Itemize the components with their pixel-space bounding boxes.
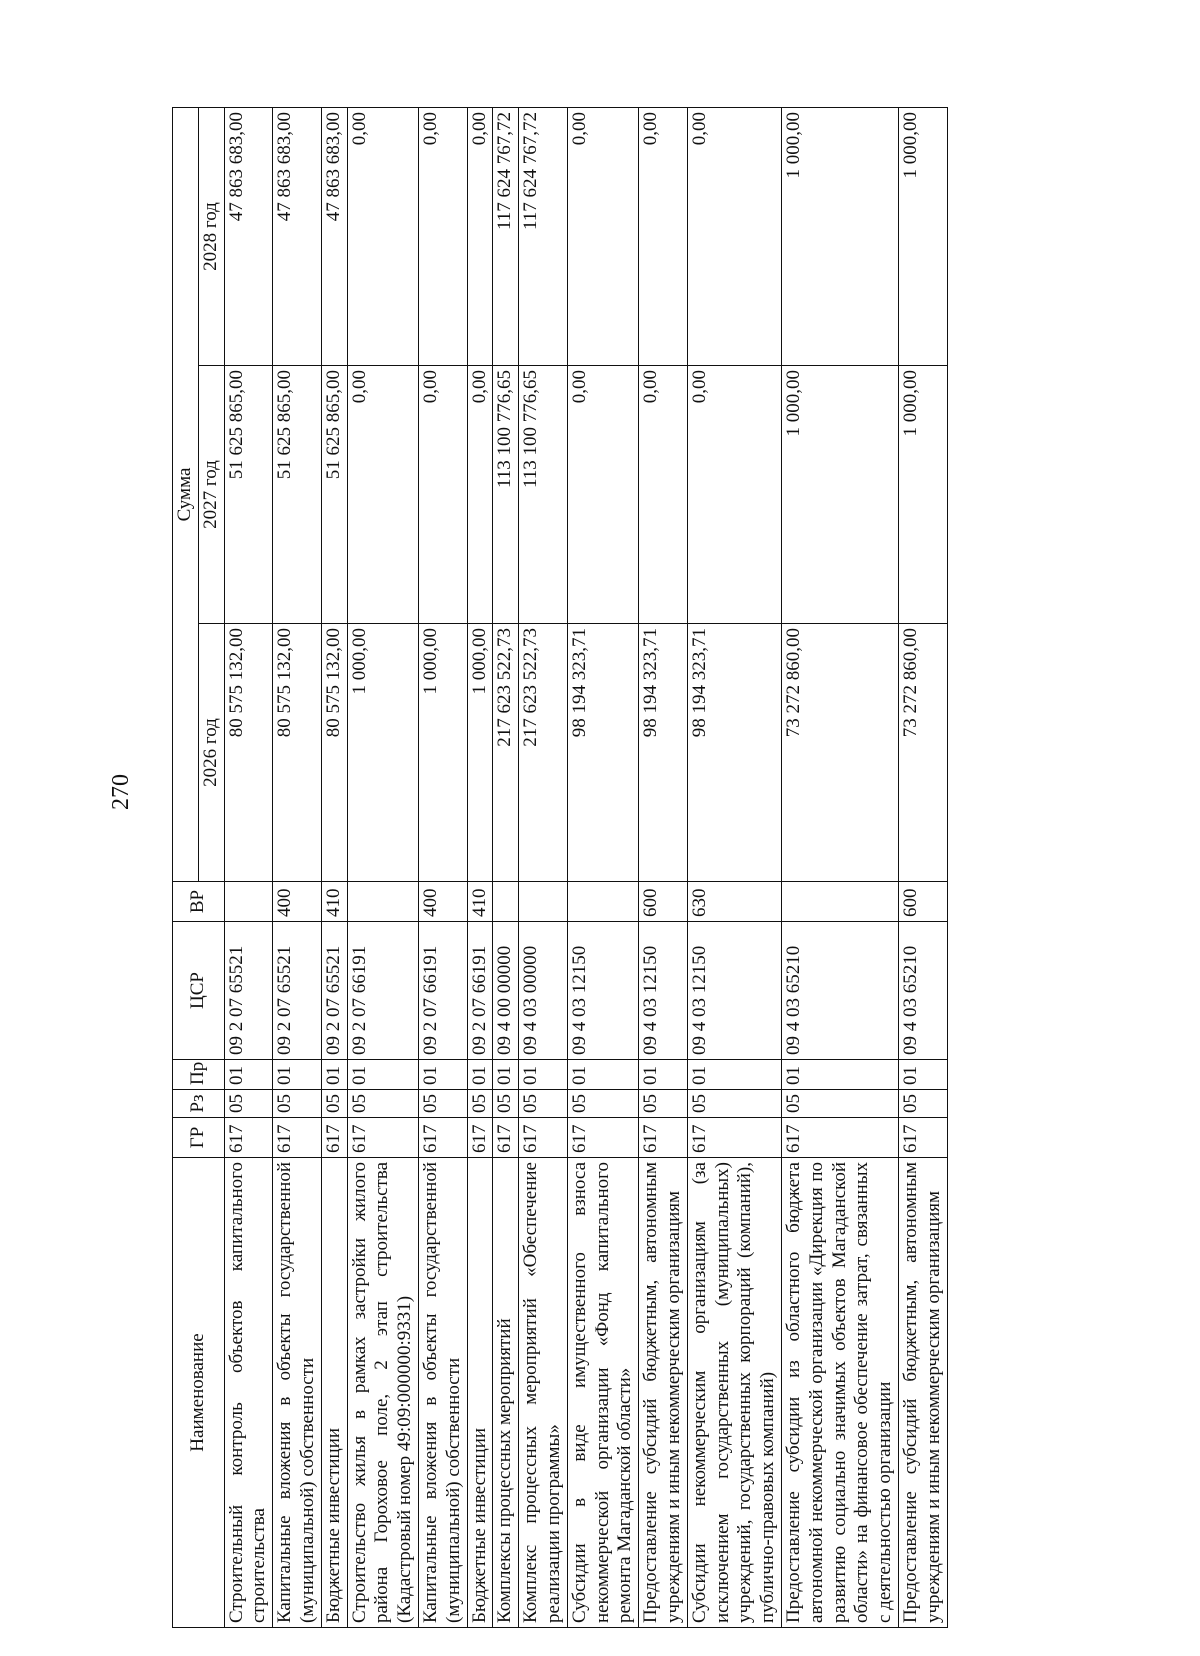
row-sum-2026: 1 000,00 [418, 624, 467, 882]
row-sum-2026: 98 194 323,71 [639, 624, 688, 882]
row-vr [519, 882, 568, 922]
row-gr: 617 [321, 1118, 347, 1158]
budget-table [172, 107, 948, 1628]
row-rz: 05 [639, 1090, 688, 1118]
row-sum-2028: 1 000,00 [781, 108, 898, 366]
row-rz: 05 [418, 1090, 467, 1118]
row-vr: 630 [687, 882, 781, 922]
table-row [687, 108, 781, 1628]
row-sum-2026: 98 194 323,71 [567, 624, 638, 882]
row-name: Бюджетные инвестиции [321, 1158, 347, 1628]
row-sum-2028: 117 624 767,72 [519, 108, 568, 366]
row-sum-2026: 73 272 860,00 [781, 624, 898, 882]
row-rz: 05 [467, 1090, 493, 1118]
table-row [273, 108, 322, 1628]
page-number: 270 [108, 774, 134, 810]
row-pr: 01 [567, 1060, 638, 1090]
header-sum: Сумма [173, 108, 199, 882]
row-sum-2026: 217 623 522,73 [493, 624, 519, 882]
row-vr: 410 [321, 882, 347, 922]
row-pr: 01 [898, 1060, 947, 1090]
row-csr: 09 4 03 12150 [567, 922, 638, 1060]
table-row [493, 108, 519, 1628]
row-name: Строительство жилья в рамках застройки жилого района Гороховое поле, 2 этап строительства (Кадастровый номер 49:09:000000:9331) [347, 1158, 418, 1628]
row-vr [493, 882, 519, 922]
header-gr: ГР [173, 1118, 225, 1158]
table-row [898, 108, 947, 1628]
row-sum-2028: 47 863 683,00 [224, 108, 273, 366]
row-sum-2028: 47 863 683,00 [273, 108, 322, 366]
row-gr: 617 [567, 1118, 638, 1158]
row-csr: 09 2 07 66191 [467, 922, 493, 1060]
row-rz: 05 [273, 1090, 322, 1118]
header-rz: Рз [173, 1090, 225, 1118]
row-sum-2028: 47 863 683,00 [321, 108, 347, 366]
row-gr: 617 [519, 1118, 568, 1158]
row-csr: 09 4 03 12150 [687, 922, 781, 1060]
row-sum-2028: 1 000,00 [898, 108, 947, 366]
row-sum-2026: 80 575 132,00 [273, 624, 322, 882]
row-sum-2027: 1 000,00 [781, 366, 898, 624]
table-row [321, 108, 347, 1628]
row-gr: 617 [224, 1118, 273, 1158]
row-csr: 09 2 07 65521 [321, 922, 347, 1060]
row-sum-2027: 0,00 [347, 366, 418, 624]
row-sum-2028: 0,00 [467, 108, 493, 366]
row-gr: 617 [467, 1118, 493, 1158]
row-csr: 09 4 03 00000 [519, 922, 568, 1060]
row-vr [224, 882, 273, 922]
row-vr: 400 [273, 882, 322, 922]
row-csr: 09 2 07 66191 [347, 922, 418, 1060]
table-header [173, 108, 225, 1628]
row-csr: 09 4 03 65210 [781, 922, 898, 1060]
row-sum-2027: 0,00 [418, 366, 467, 624]
row-name: Капитальные вложения в объекты государственной (муниципальной) собственности [273, 1158, 322, 1628]
row-pr: 01 [781, 1060, 898, 1090]
row-pr: 01 [687, 1060, 781, 1090]
table-row [347, 108, 418, 1628]
row-sum-2027: 0,00 [567, 366, 638, 624]
row-sum-2026: 217 623 522,73 [519, 624, 568, 882]
row-pr: 01 [519, 1060, 568, 1090]
table-row [639, 108, 688, 1628]
row-sum-2028: 117 624 767,72 [493, 108, 519, 366]
row-vr: 400 [418, 882, 467, 922]
row-sum-2028: 0,00 [347, 108, 418, 366]
row-rz: 05 [347, 1090, 418, 1118]
row-csr: 09 2 07 65521 [273, 922, 322, 1060]
table-row [567, 108, 638, 1628]
header-year-2026: 2026 год [198, 624, 224, 882]
row-gr: 617 [493, 1118, 519, 1158]
row-pr: 01 [493, 1060, 519, 1090]
row-name: Субсидии в виде имущественного взноса некоммерческой организации «Фонд капитального ремонта Магаданской области» [567, 1158, 638, 1628]
row-csr: 09 4 03 65210 [898, 922, 947, 1060]
table-row [519, 108, 568, 1628]
row-gr: 617 [781, 1118, 898, 1158]
row-rz: 05 [224, 1090, 273, 1118]
row-rz: 05 [781, 1090, 898, 1118]
row-vr [567, 882, 638, 922]
header-year-2027: 2027 год [198, 366, 224, 624]
header-name: Наименование [173, 1158, 225, 1628]
header-csr: ЦСР [173, 922, 225, 1060]
row-rz: 05 [687, 1090, 781, 1118]
row-vr: 600 [639, 882, 688, 922]
row-sum-2026: 1 000,00 [467, 624, 493, 882]
row-name: Предоставление субсидий бюджетным, автономным учреждениям и иным некоммерческим организациям [639, 1158, 688, 1628]
row-sum-2026: 80 575 132,00 [224, 624, 273, 882]
row-rz: 05 [321, 1090, 347, 1118]
row-sum-2027: 113 100 776,65 [493, 366, 519, 624]
row-name: Комплекс процессных мероприятий «Обеспечение реализации программы» [519, 1158, 568, 1628]
row-pr: 01 [467, 1060, 493, 1090]
row-name: Строительный контроль объектов капитального строительства [224, 1158, 273, 1628]
row-sum-2027: 0,00 [467, 366, 493, 624]
row-gr: 617 [639, 1118, 688, 1158]
row-vr [347, 882, 418, 922]
header-year-2028: 2028 год [198, 108, 224, 366]
row-name: Капитальные вложения в объекты государственной (муниципальной) собственности [418, 1158, 467, 1628]
row-csr: 09 2 07 66191 [418, 922, 467, 1060]
row-pr: 01 [347, 1060, 418, 1090]
row-sum-2027: 1 000,00 [898, 366, 947, 624]
row-sum-2026: 98 194 323,71 [687, 624, 781, 882]
row-sum-2028: 0,00 [418, 108, 467, 366]
row-gr: 617 [347, 1118, 418, 1158]
row-sum-2026: 1 000,00 [347, 624, 418, 882]
row-sum-2027: 0,00 [687, 366, 781, 624]
row-sum-2028: 0,00 [567, 108, 638, 366]
row-name: Комплексы процессных мероприятий [493, 1158, 519, 1628]
row-rz: 05 [567, 1090, 638, 1118]
row-name: Предоставление субсидии из областного бюджета автономной некоммерческой организации «Дирекция по развитию социально значимых объектов Магаданской области» на финансовое обеспечение затрат, связанных с деятельностью организации [781, 1158, 898, 1628]
row-sum-2027: 51 625 865,00 [224, 366, 273, 624]
row-sum-2026: 73 272 860,00 [898, 624, 947, 882]
row-sum-2027: 113 100 776,65 [519, 366, 568, 624]
row-pr: 01 [273, 1060, 322, 1090]
row-name: Бюджетные инвестиции [467, 1158, 493, 1628]
row-vr: 600 [898, 882, 947, 922]
table-row [224, 108, 273, 1628]
row-sum-2028: 0,00 [639, 108, 688, 366]
row-sum-2027: 51 625 865,00 [273, 366, 322, 624]
row-sum-2028: 0,00 [687, 108, 781, 366]
row-gr: 617 [898, 1118, 947, 1158]
row-gr: 617 [418, 1118, 467, 1158]
row-pr: 01 [639, 1060, 688, 1090]
header-pr: Пр [173, 1060, 225, 1090]
row-rz: 05 [493, 1090, 519, 1118]
row-pr: 01 [321, 1060, 347, 1090]
table-row [467, 108, 493, 1628]
row-rz: 05 [898, 1090, 947, 1118]
table-row [418, 108, 467, 1628]
row-csr: 09 4 00 00000 [493, 922, 519, 1060]
row-pr: 01 [224, 1060, 273, 1090]
row-sum-2027: 0,00 [639, 366, 688, 624]
row-pr: 01 [418, 1060, 467, 1090]
row-name: Предоставление субсидий бюджетным, автономным учреждениям и иным некоммерческим организациям [898, 1158, 947, 1628]
header-vr: ВР [173, 882, 225, 922]
row-rz: 05 [519, 1090, 568, 1118]
row-name: Субсидии некоммерческим организациям (за исключением государственных (муниципальных) учреждений, государственных корпораций (компаний), публично-правовых компаний) [687, 1158, 781, 1628]
table-row [781, 108, 898, 1628]
row-csr: 09 4 03 12150 [639, 922, 688, 1060]
document-page [172, 108, 1182, 1628]
row-vr: 410 [467, 882, 493, 922]
row-sum-2026: 80 575 132,00 [321, 624, 347, 882]
row-sum-2027: 51 625 865,00 [321, 366, 347, 624]
row-gr: 617 [687, 1118, 781, 1158]
row-csr: 09 2 07 65521 [224, 922, 273, 1060]
row-gr: 617 [273, 1118, 322, 1158]
table-body [224, 108, 947, 1628]
row-vr [781, 882, 898, 922]
